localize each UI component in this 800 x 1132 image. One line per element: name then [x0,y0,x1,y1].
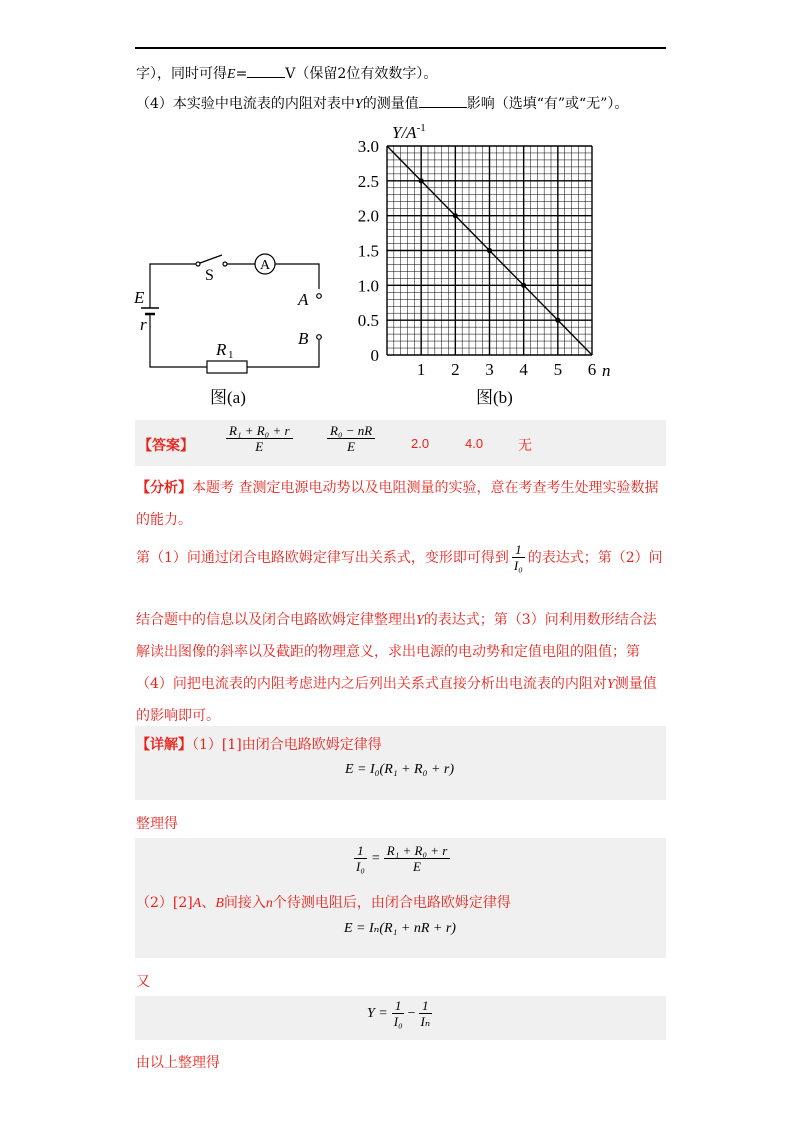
analysis-line-2: 的能力。 [136,512,192,528]
text: 间接入 [223,895,266,911]
frac-den: E [347,439,356,454]
frac-den: I₀ [513,557,523,573]
rearrange-text: 整理得 [136,816,178,832]
y-tick-label: 1.0 [357,276,379,296]
emf-label: E [134,288,145,307]
text: 字），同时可得 [136,66,227,82]
text: （2）[2] [136,895,193,911]
var-Y: Y [416,613,424,628]
equation-4 [367,998,433,1029]
eq4-lhs: Y = [367,1005,388,1021]
ammeter-label: A [260,258,271,273]
y-tick-label: 2.5 [357,171,379,191]
y-tick-label: 2.0 [357,206,379,226]
analysis-label: 【分析】 [136,480,192,496]
x-tick-label: 1 [416,360,426,379]
frac-den: Iₙ [420,1014,431,1029]
x-tick-label: 4 [519,360,528,379]
text: （4）本实验中电流表的内阻对表中 [136,96,355,112]
frac-den: I₀ [393,1014,403,1029]
var-B: B [215,896,224,911]
text: 的表达式；第（3）问利用数形结合法 [423,612,657,628]
y-tick-label: 0.5 [357,311,379,331]
var-Y: Y [606,677,615,692]
x-axis-label: n [602,361,611,380]
question4 [136,93,628,113]
frac-num: 1 [354,843,367,859]
answer-value-3: 无 [518,438,532,454]
equation-2: $\frac{1}{\text{I₀}}$ = $\frac{\text{R₁ + R₀ + r}}{E}$ [353,843,450,874]
summary-text: 由以上整理得 [136,1055,220,1071]
answer-label: 【答案】 [138,438,194,454]
answer-block [135,420,666,466]
analysis-line-3 [136,537,663,577]
frac-den: E [413,859,421,874]
var-A: A [192,896,202,911]
answer-frac-1 [226,423,293,454]
text: 的测量值 [362,96,419,112]
switch-blade [200,255,222,263]
switch-label: S [205,267,214,284]
analysis-line-4 [136,609,657,629]
y-tick-labels [358,137,379,365]
wire-top-right [275,264,319,289]
terminal-A-label: A [298,290,309,309]
text: 测量值 [614,676,657,692]
detail-step-2 [136,892,511,912]
frac-num: R₁ + R₀ + r [226,423,293,439]
text: 结合题中的信息以及闭合电路欧姆定律整理出 [136,612,416,628]
data-point [521,283,526,288]
terminal-B [317,335,322,340]
frac-num: 1 [512,542,525,558]
data-point [419,178,424,183]
x-tick-label: 2 [451,360,460,379]
x-tick-labels [417,360,596,379]
x-tick-label: 5 [553,360,563,379]
var-Y: Y [354,97,363,112]
analysis-line-5: 解读出图像的斜率以及截距的物理意义，求出电源的电动势和定值电阻的阻值；第 [136,644,640,660]
internal-resistance-label: r [140,315,147,334]
figure-b-caption: 图(b) [476,388,513,407]
answer-value-1: 2.0 [411,436,430,451]
data-point [453,213,458,218]
resistor-label: R [216,340,227,359]
frac-den: E [255,439,264,454]
text: 、 [201,895,216,911]
frac-num: 1 [419,998,432,1014]
text: （1）[1]由闭合电路欧姆定律得 [192,737,382,753]
x-tick-label: 3 [485,360,494,379]
y-axis-label: $Y/A^{-1}$ [392,122,426,142]
terminal-A [317,294,322,299]
wire-top-left [150,264,196,300]
answer-frac-2 [327,423,375,454]
wire-bottom-left [150,326,207,367]
text: V（保留2位有效数字）。 [285,66,438,82]
circuit-diagram [130,240,330,410]
figure-a-caption: 图(a) [210,388,246,407]
x-tick-label: 6 [587,360,597,379]
text: 个待测电阻后，由闭合电路欧姆定律得 [272,895,511,911]
data-point [555,318,560,323]
detail-step-1 [136,734,382,754]
frac-num: 1 [392,998,405,1014]
minus-sign: − [407,1005,416,1021]
text: 本题考 查测定电源电动势以及电阻测量的实验，意在考查考生处理实验数据 [192,480,659,496]
analysis-line-6 [136,673,657,693]
question3-tail [136,63,437,83]
analysis-line-1 [136,477,658,497]
y-tick-label: 1.5 [357,241,379,261]
switch-terminal-right [223,262,227,266]
y-tick-label: 3.0 [357,137,379,156]
also-text: 又 [136,974,150,990]
detail-label: 【详解】 [136,737,192,753]
equation-3: E = Iₙ(R₁ + nR + r) [344,921,456,936]
data-point [487,248,492,253]
header-rule [135,47,666,49]
terminal-B-label: B [298,329,309,348]
text: = [235,66,248,82]
text: 的表达式；第（2）问 [527,550,663,566]
resistor-label-sub: 1 [228,349,234,361]
text: 影响（选填“有”或“无”）。 [466,96,629,112]
equation-1: E = I₀(R₁ + R₀ + r) [345,762,455,777]
switch-terminal-left [196,262,200,266]
answer-blank-q4 [419,95,467,108]
text: 第（1）问通过闭合电路欧姆定律写出关系式，变形即可得到 [136,550,509,566]
frac-num: R₁ + R₀ + r [384,843,451,859]
frac-den: I₀ [356,859,365,874]
resistor-R1 [207,361,247,373]
answer-blank-E [247,65,285,78]
text: （4）问把电流表的内阻考虑进内之后列出关系式直接分析出电流表的内阻对 [136,676,607,692]
var-E: E [227,67,236,82]
analysis-line-7: 的影响即可。 [136,708,220,724]
frac-num: R₀ − nR [327,423,375,439]
answer-value-2: 4.0 [465,436,484,451]
var-n: n [265,896,273,911]
chart-b [340,118,630,410]
y-tick-label: 0 [370,346,379,365]
